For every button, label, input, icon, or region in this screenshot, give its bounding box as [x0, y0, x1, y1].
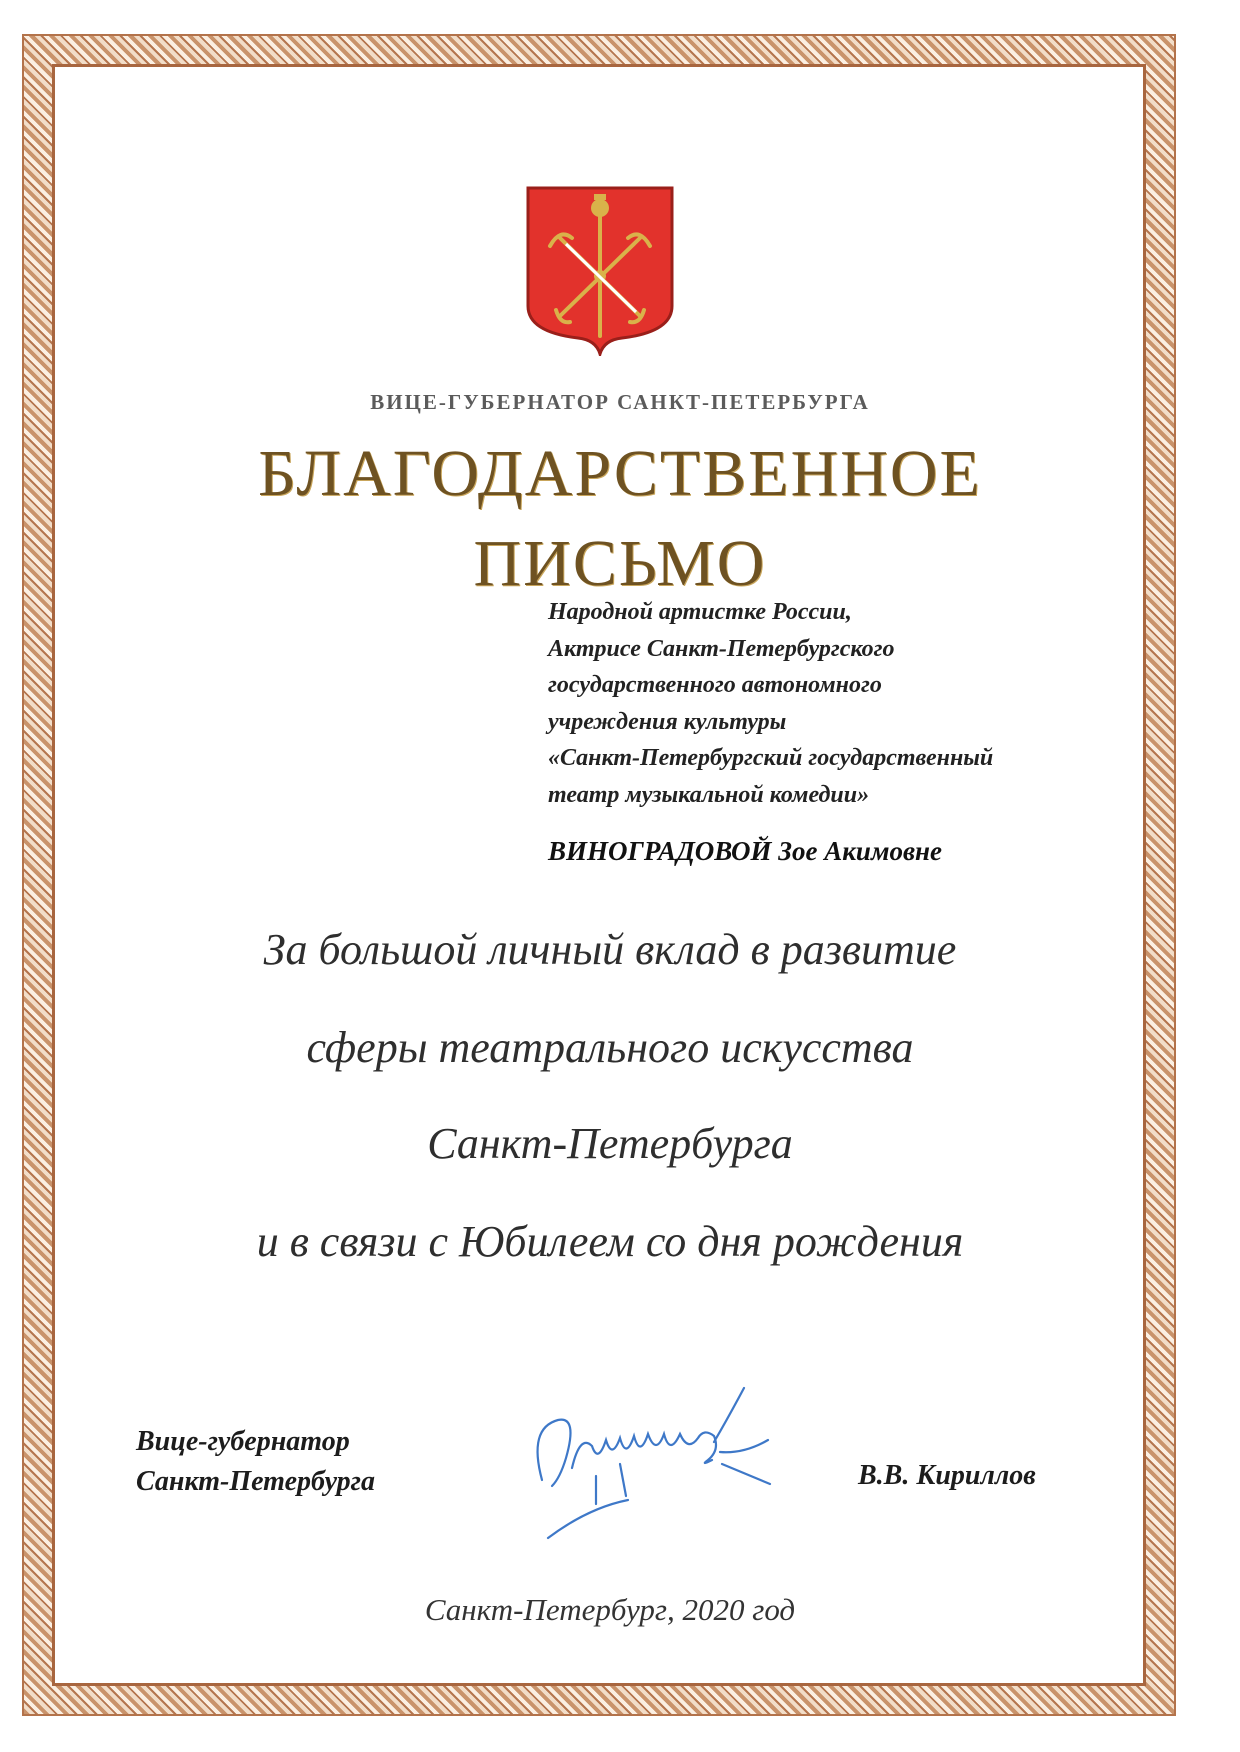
- place-and-date: Санкт-Петербург, 2020 год: [424, 1592, 796, 1627]
- handwritten-signature: [508, 1368, 788, 1548]
- recipient-name: [548, 836, 942, 867]
- signatory-title: [136, 1422, 375, 1502]
- recipient-line: государственного автономного: [548, 672, 882, 698]
- document-title-line1: БЛАГОДАРСТВЕННОЕ: [258, 437, 982, 510]
- recipient-line: учреждения культуры: [548, 708, 787, 735]
- reason-line: За большой личный вклад в развитие: [263, 925, 957, 974]
- issuing-authority: ВИЦЕ-ГУБЕРНАТОР САНКТ-ПЕТЕРБУРГА: [370, 390, 870, 414]
- recipient-block: [548, 594, 1168, 813]
- signatory-title-line1: Вице-губернатор: [136, 1426, 350, 1457]
- recipient-line: театр музыкальной комедии»: [548, 781, 870, 808]
- st-petersburg-coat-of-arms-icon: [526, 186, 674, 356]
- reason-line: сферы театрального искусства: [306, 1023, 914, 1072]
- signatory-name: В.В. Кириллов: [858, 1460, 1036, 1491]
- document-title-line2: ПИСЬМО: [473, 527, 767, 600]
- recipient-line: «Санкт-Петербургский государственный: [548, 745, 994, 771]
- recipient-surname: ВИНОГРАДОВОЙ: [548, 836, 772, 866]
- recipient-line: Народной артистке России,: [548, 599, 852, 625]
- reason-line: Санкт-Петербурга: [427, 1119, 793, 1168]
- reason-line: и в связи с Юбилеем со дня рождения: [256, 1217, 964, 1266]
- recipient-given-names: Зое Акимовне: [778, 836, 942, 866]
- signatory-title-line2: Санкт-Петербурга: [136, 1466, 376, 1497]
- recipient-line: Актрисе Санкт-Петербургского: [548, 635, 895, 662]
